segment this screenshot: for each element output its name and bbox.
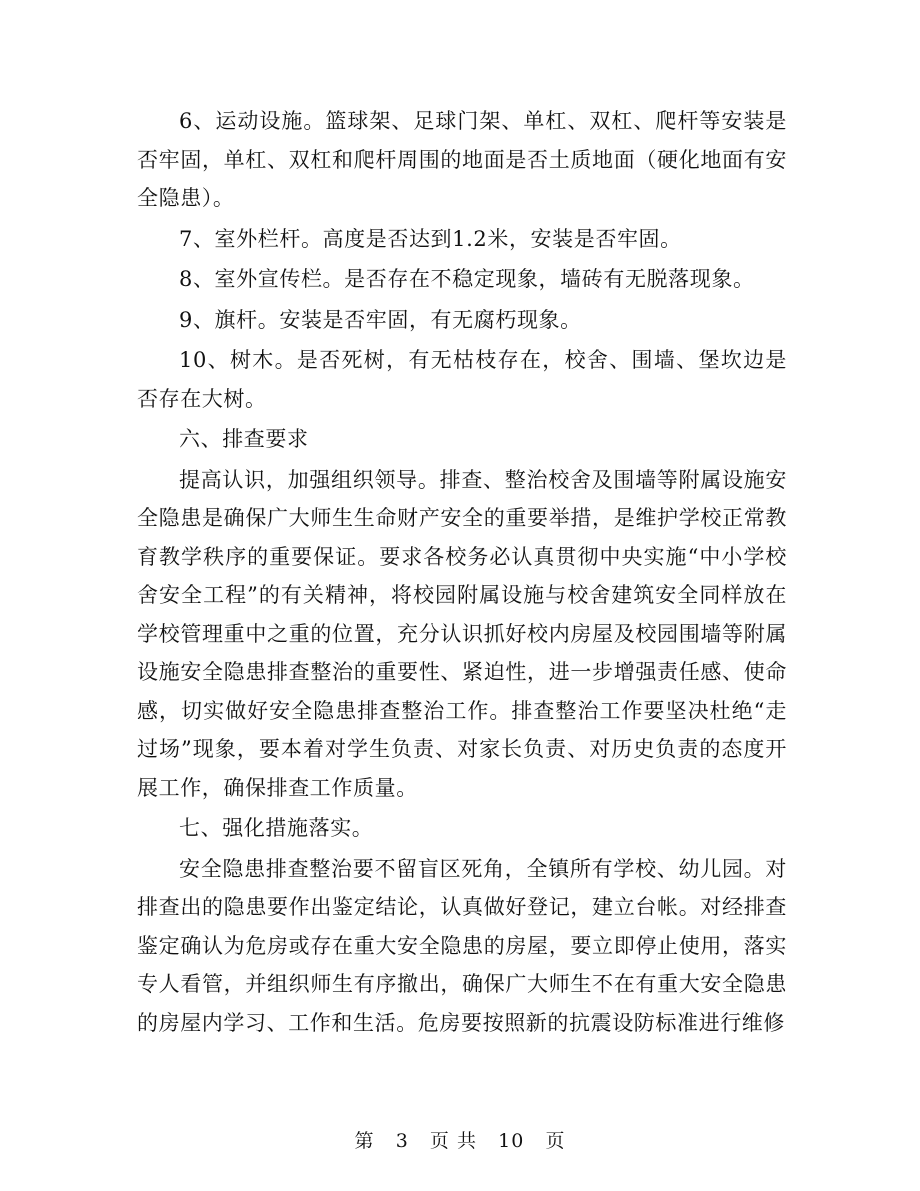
footer-prefix: 第 (354, 1130, 375, 1152)
section-heading-6: 六、排查要求 (179, 427, 309, 451)
page-footer (0, 1126, 920, 1153)
paragraph-item-7: 7、室外栏杆。高度是否达到1.2米，安装是否牢固。 (179, 226, 682, 251)
paragraph-item-8: 8、室外宣传栏。是否存在不稳定现象，墙砖有无脱落现象。 (179, 267, 755, 291)
section-heading-7: 七、强化措施落实。 (179, 816, 374, 840)
footer-page-number: 3 (395, 1130, 409, 1152)
paragraph-item-6: 6、运动设施。篮球架、足球门架、单杠、双杠、爬杆等安装是否牢固，单杠、双杠和爬杆周围的地面是否土质地面（硬化地面有安全隐患）。 (137, 109, 787, 210)
paragraph-requirements: 提高认识，加强组织领导。排查、整治校舍及围墙等附属设施安全隐患是确保广大师生生命财产安全的重要举措，是维护学校正常教育教学秩序的重要保证。要求各校务必认真贯彻中央实施“中小学校舍安全工程”的有关精神，将校园附属设施与校舍建筑安全同样放在学校管理重中之重的位置，充分认识抓好校内房屋及校园围墙等附属设施安全隐患排查整治的重要性、紧迫性，进一步增强责任感、使命感，切实做好安全隐患排查整治工作。排查整治工作要坚决杜绝“走过场”现象，要本着对学生负责、对家长负责、对历史负责的态度开展工作，确保排查工作质量。 (137, 467, 787, 800)
footer-middle: 页 共 (429, 1130, 477, 1152)
footer-total-pages: 10 (498, 1130, 525, 1152)
paragraph-item-9: 9、旗杆。安装是否牢固，有无腐朽现象。 (179, 307, 582, 332)
paragraph-item-10: 10、树木。是否死树，有无枯枝存在，校舍、围墙、堡坎边是否存在大树。 (137, 348, 787, 411)
footer-suffix: 页 (545, 1130, 566, 1152)
document-body (137, 102, 787, 1044)
paragraph-measures: 安全隐患排查整治要不留盲区死角，全镇所有学校、幼儿园。对排查出的隐患要作出鉴定结论，认真做好登记，建立台帐。对经排查鉴定确认为危房或存在重大安全隐患的房屋，要立即停止使用，落实专人看管，并组织师生有序撤出，确保广大师生不在有重大安全隐患的房屋内学习、工作和生活。危房要按照新的抗震设防标准进行维修 (137, 856, 787, 1035)
